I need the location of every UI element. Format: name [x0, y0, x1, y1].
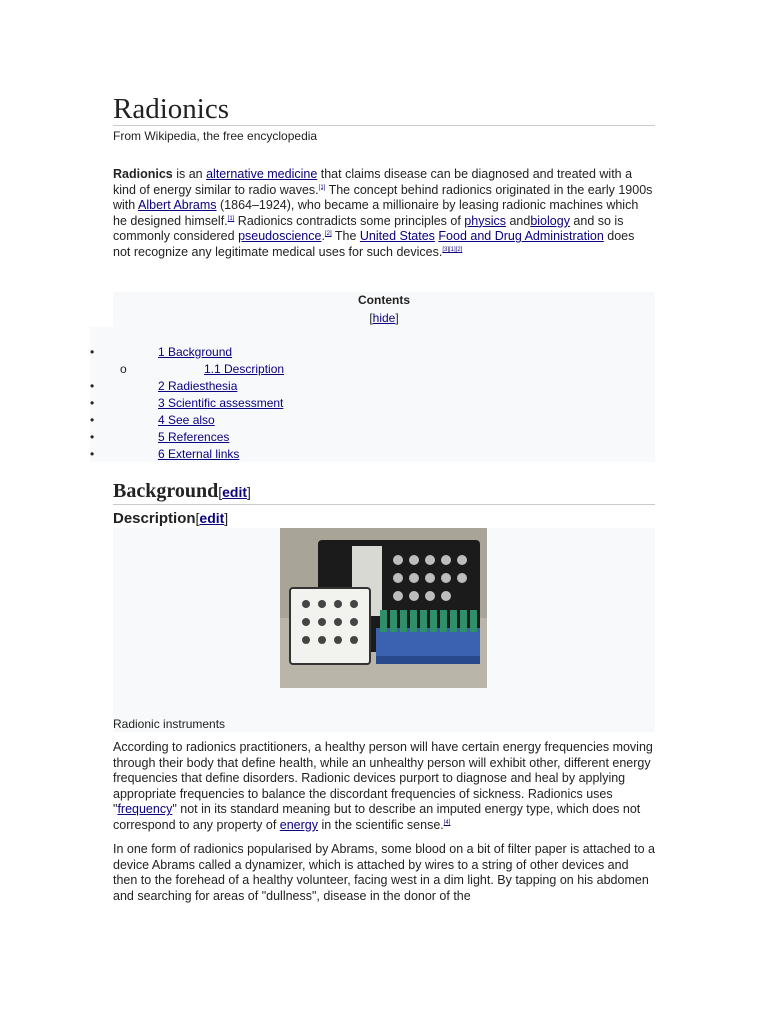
edit-link[interactable]: edit: [199, 510, 225, 526]
text: " not in its standard meaning but to describe an imputed energy type, which does not correspond to any property of: [113, 802, 641, 832]
title-divider: [113, 125, 655, 126]
ref-link[interactable]: [1]: [227, 215, 235, 222]
tagline: From Wikipedia, the free encyclopedia: [113, 129, 318, 143]
toc-item-see-also[interactable]: 4 See also: [158, 413, 215, 427]
text: in the scientific sense.: [318, 817, 444, 832]
bracket: ]: [395, 311, 399, 325]
text: Radionics contradicts some principles of: [234, 213, 465, 228]
paragraph-dynamizer: [113, 842, 655, 904]
link-pseudoscience[interactable]: pseudoscience: [238, 229, 322, 244]
text: In one form of radionics popularised by Abrams, some blood on a bit of filter paper is attached to a device Abrams called a dynamizer, which is attached by wires to a string of other devices and then to the forehead of a healthy volunteer, facing west in a dim light. By tapping on his abdomen and searching for areas of "dullness", disease in the donor of the: [113, 842, 655, 903]
bracket: [: [218, 484, 223, 500]
bullet-icon: •: [90, 447, 95, 461]
section-divider: [113, 504, 655, 505]
link-biology[interactable]: biology: [530, 213, 570, 228]
link-energy[interactable]: energy: [279, 817, 318, 832]
link-fda[interactable]: Food and Drug Administration: [438, 229, 604, 244]
bullet-icon: •: [90, 396, 95, 410]
text: The: [331, 229, 360, 244]
section-heading-background: [113, 480, 251, 503]
bracket: [: [369, 311, 373, 325]
toc-title: Contents: [358, 293, 410, 307]
text: The concept behind radionics originated in the early 1900s with: [113, 182, 653, 213]
intro-paragraph: [113, 167, 655, 261]
link-alternative-medicine[interactable]: alternative medicine: [206, 167, 318, 181]
edit-link[interactable]: edit: [222, 484, 248, 500]
text: .: [321, 229, 325, 244]
bullet-icon: •: [90, 379, 95, 393]
toc-item-references[interactable]: 5 References: [158, 430, 230, 444]
link-physics[interactable]: physics: [464, 213, 506, 228]
bracket: ]: [224, 510, 229, 526]
bullet-icon: •: [90, 413, 95, 427]
toc-item-description[interactable]: 1.1 Description: [204, 362, 285, 376]
toc-item-radiesthesia[interactable]: 2 Radiesthesia: [158, 379, 238, 393]
link-frequency[interactable]: frequency: [117, 802, 173, 817]
ref-link[interactable]: [2]: [324, 231, 332, 238]
text: is an: [172, 167, 207, 181]
text: (1864–1924), who became a millionaire by leasing radionic machines which he designed himself.: [113, 198, 639, 228]
bracket: ]: [247, 484, 251, 500]
link-albert-abrams[interactable]: Albert Abrams: [138, 198, 217, 213]
intro-bold-term: Radionics: [113, 167, 173, 181]
ref-link[interactable]: [3][1][2]: [442, 246, 463, 253]
paragraph-frequencies: [113, 740, 655, 834]
figure-thumbnail: [113, 528, 655, 732]
toc-hide-control: [113, 311, 655, 325]
text: does not recognize any legitimate medical uses for such devices.: [113, 229, 635, 259]
radionic-instruments-image[interactable]: [280, 528, 487, 688]
bullet-icon: •: [90, 345, 95, 359]
bracket: [: [195, 510, 200, 526]
toc-hide-link[interactable]: hide: [372, 311, 396, 325]
ref-link[interactable]: [4]: [443, 819, 451, 826]
bullet-icon: •: [90, 430, 95, 444]
toc-item-background[interactable]: 1 Background: [158, 345, 233, 359]
toc-item-external-links[interactable]: 6 External links: [158, 447, 240, 461]
heading-text: Background: [113, 480, 219, 502]
section-heading-description: [113, 510, 228, 527]
bullet-icon: o: [120, 362, 127, 376]
link-united-states[interactable]: United States: [359, 229, 435, 244]
text: According to radionics practitioners, a healthy person will have certain energy frequencies moving through their body that define health, while an unhealthy person will exhibit other, different energy frequencies that define disorders. Radionic devices purport to diagnose and heal by applying appropriate frequencies to balance the discordant frequencies of sickness. Radionics uses ": [113, 740, 653, 817]
page-title: Radionics: [113, 93, 229, 125]
text: and: [505, 213, 531, 228]
figure-caption: Radionic instruments: [113, 717, 226, 731]
heading-text: Description: [113, 510, 196, 527]
text: that claims disease can be diagnosed and treated with a kind of energy similar to radio waves.: [113, 167, 633, 197]
text: and so is commonly considered: [113, 213, 624, 244]
ref-link[interactable]: [1]: [318, 184, 326, 191]
toc-item-scientific-assessment[interactable]: 3 Scientific assessment: [158, 396, 284, 410]
